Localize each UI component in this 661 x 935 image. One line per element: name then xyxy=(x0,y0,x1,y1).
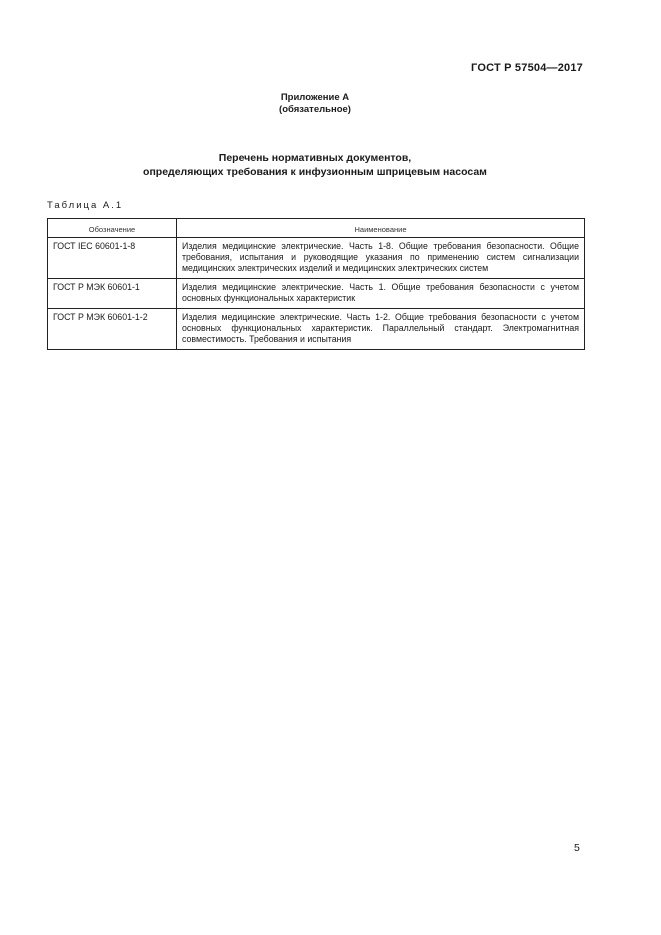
appendix-title: Приложение А xyxy=(280,92,350,103)
table-caption: Таблица А.1 xyxy=(47,200,124,211)
table-row xyxy=(48,238,585,279)
document-code: ГОСТ Р 57504—2017 xyxy=(471,62,583,74)
table-header-row xyxy=(48,219,585,238)
row-name: Изделия медицинские электрические. Часть 1-8. Общие требования безопасности. Общие требования, испытания и руководящие указания по применению систем сигнализации медицинских электрических изделий и медицинских электрических систем xyxy=(177,238,585,279)
row-name: Изделия медицинские электрические. Часть 1. Общие требования безопасности с учетом основных функциональных характеристик xyxy=(177,279,585,309)
list-title-line-2: определяющих требования к инфузионным шприцевым насосам xyxy=(143,165,487,178)
page-number: 5 xyxy=(574,842,580,854)
reference-table xyxy=(47,218,585,350)
list-title-line-1: Перечень нормативных документов, xyxy=(218,152,412,164)
row-designation: ГОСТ Р МЭК 60601-1-2 xyxy=(48,309,177,350)
column-header-name: Наименование xyxy=(177,219,585,238)
table-row xyxy=(48,309,585,350)
row-designation: ГОСТ Р МЭК 60601-1 xyxy=(48,279,177,309)
appendix-heading xyxy=(0,92,630,116)
table-row xyxy=(48,279,585,309)
list-title xyxy=(0,152,630,179)
row-designation: ГОСТ IEC 60601-1-8 xyxy=(48,238,177,279)
appendix-status: (обязательное) xyxy=(279,104,351,115)
column-header-designation: Обозначение xyxy=(48,219,177,238)
row-name: Изделия медицинские электрические. Часть 1-2. Общие требования безопасности с учетом основных функциональных характеристик. Параллельный стандарт. Электромагнитная совместимость. Требования и испытания xyxy=(177,309,585,350)
